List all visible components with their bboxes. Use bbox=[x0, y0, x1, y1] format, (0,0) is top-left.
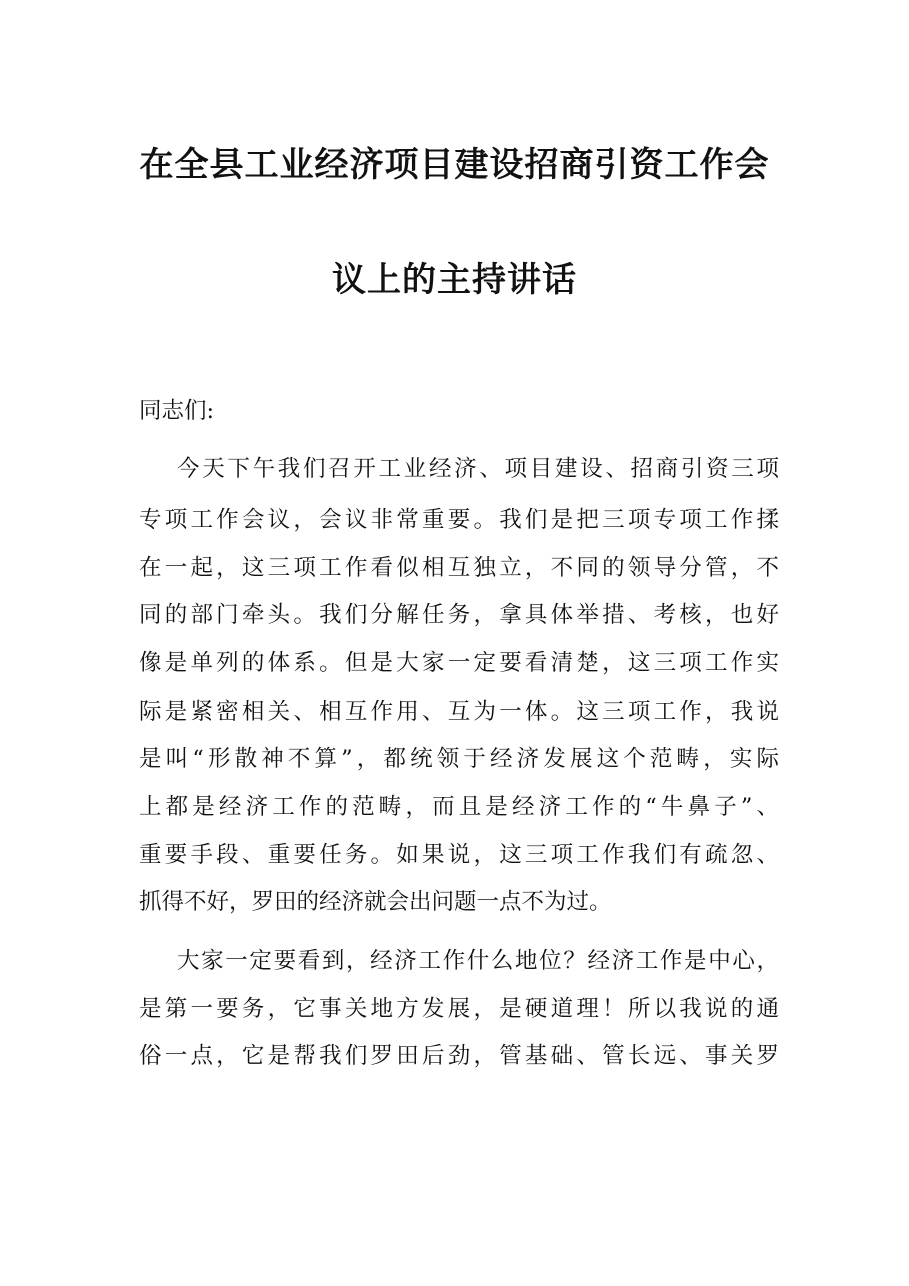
paragraph-2-line-1: 大家一定要看到，经济工作什么地位？经济工作是中心， bbox=[177, 948, 779, 974]
paragraph-1-line-9: 重要手段、重要任务。如果说，这三项工作我们有疏忽、 bbox=[139, 842, 779, 868]
paragraph-1-line-2: 专项工作会议，会议非常重要。我们是把三项专项工作揉 bbox=[139, 507, 779, 533]
paragraph-1-line-5: 像是单列的体系。但是大家一定要看清楚，这三项工作实 bbox=[139, 650, 779, 676]
paragraph-1-line-6: 际是紧密相关、相互作用、互为一体。这三项工作，我说 bbox=[139, 699, 779, 725]
paragraph-1-line-3: 在一起，这三项工作看似相互独立，不同的领导分管，不 bbox=[139, 555, 779, 581]
document-title-line-2: 议上的主持讲话 bbox=[332, 260, 577, 300]
paragraph-1-line-10: 抓得不好，罗田的经济就会出问题一点不为过。 bbox=[139, 889, 612, 915]
paragraph-1-line-7: 是叫“形散神不算”，都统领于经济发展这个范畴，实际 bbox=[139, 746, 779, 772]
paragraph-1-line-4: 同的部门牵头。我们分解任务，拿具体举措、考核，也好 bbox=[139, 602, 779, 628]
paragraph-1-line-1: 今天下午我们召开工业经济、项目建设、招商引资三项 bbox=[177, 456, 779, 482]
salutation: 同志们: bbox=[139, 398, 215, 424]
paragraph-1-line-8: 上都是经济工作的范畴，而且是经济工作的“牛鼻子”、 bbox=[139, 794, 779, 820]
document-title-line-1: 在全县工业经济项目建设招商引资工作会 bbox=[139, 145, 770, 185]
paragraph-2-line-3: 俗一点，它是帮我们罗田后劲，管基础、管长远、事关罗 bbox=[139, 1043, 779, 1069]
paragraph-2-line-2: 是第一要务，它事关地方发展，是硬道理！所以我说的通 bbox=[139, 996, 779, 1022]
